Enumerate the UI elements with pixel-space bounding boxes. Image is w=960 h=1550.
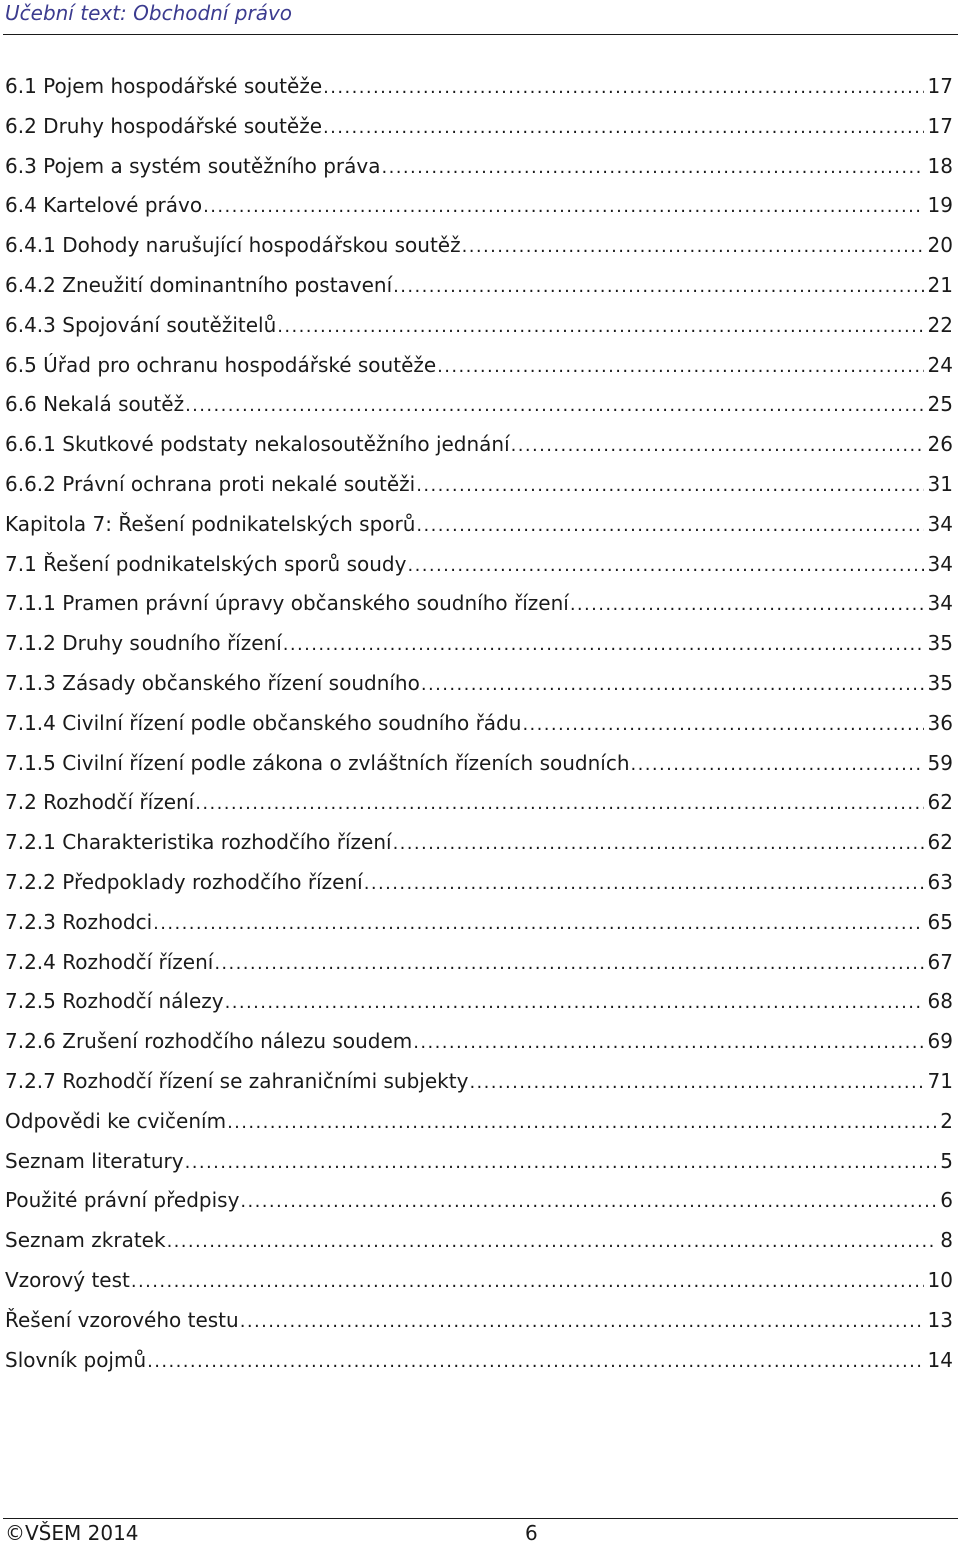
toc-entry[interactable] [0,744,957,784]
toc-dot-leader [469,1063,923,1102]
toc-entry-page: 25 [927,392,953,417]
toc-dot-leader [147,1342,923,1381]
toc-entry-label: 7.1.1 Pramen právní úpravy občanského soudního řízení [5,591,569,616]
toc-entry-label: Řešení vzorového testu [5,1307,239,1332]
toc-entry[interactable] [0,147,957,187]
toc-entry-page: 35 [927,670,953,695]
toc-entry-label: 6.2 Druhy hospodářské soutěže [5,113,323,138]
toc-entry-label: 7.2.3 Rozhodci [5,909,153,934]
toc-dot-leader [240,1182,936,1221]
toc-entry-page: 10 [927,1267,953,1292]
toc-dot-leader [393,824,924,863]
toc-entry-label: 7.2.2 Předpoklady rozhodčího řízení [5,869,363,894]
toc-entry-page: 65 [927,909,953,934]
toc-dot-leader [283,625,924,664]
toc-dot-leader [277,307,923,346]
toc-entry-label: Slovník pojmů [5,1347,147,1372]
toc-entry-page: 2 [940,1108,953,1133]
toc-entry-page: 6 [940,1188,953,1213]
toc-entry-label: 6.3 Pojem a systém soutěžního práva [5,153,381,178]
toc-entry-label: Vzorový test [5,1267,130,1292]
toc-entry[interactable] [0,783,957,823]
toc-entry-label: 7.1.3 Zásady občanského řízení soudního [5,670,420,695]
footer-page-number: 6 [525,1521,538,1545]
toc-entry-page: 31 [927,471,953,496]
page-footer [3,1518,958,1550]
toc-entry-label: 6.6.1 Skutkové podstaty nekalosoutěžního jednání [5,432,510,457]
toc-entry[interactable] [0,903,957,943]
toc-entry[interactable] [0,465,957,505]
toc-dot-leader [631,745,924,784]
toc-entry[interactable] [0,425,957,465]
toc-entry[interactable] [0,943,957,983]
toc-entry-label: Odpovědi ke cvičením [5,1108,227,1133]
toc-dot-leader [167,1222,937,1261]
toc-entry-label: 7.1.5 Civilní řízení podle zákona o zvláštních řízeních soudních [5,750,630,775]
toc-entry-page: 21 [927,272,953,297]
toc-entry-page: 62 [927,830,953,855]
toc-entry-page: 20 [927,233,953,258]
table-of-contents [0,67,957,1380]
toc-entry-page: 5 [940,1148,953,1173]
toc-dot-leader [462,227,924,266]
toc-entry[interactable] [0,1022,957,1062]
toc-entry[interactable] [0,107,957,147]
toc-dot-leader [240,1302,924,1341]
toc-entry-label: 7.2.7 Rozhodčí řízení se zahraničními subjekty [5,1068,469,1093]
toc-entry-label: 6.6 Nekalá soutěž [5,392,185,417]
toc-dot-leader [214,944,923,983]
page-header [3,0,958,35]
toc-dot-leader [203,187,923,226]
toc-entry-label: 6.1 Pojem hospodářské soutěže [5,74,323,98]
toc-entry[interactable] [0,67,957,107]
toc-entry[interactable] [0,863,957,903]
toc-entry-page: 71 [927,1068,953,1093]
toc-entry-label: 6.4 Kartelové právo [5,193,203,218]
toc-entry-page: 19 [927,193,953,218]
toc-entry-page: 69 [927,1029,953,1054]
toc-entry-label: 7.1 Řešení podnikatelských sporů soudy [5,551,407,576]
toc-entry-page: 34 [927,551,953,576]
toc-entry-page: 36 [927,710,953,735]
toc-dot-leader [522,705,923,744]
toc-entry-page: 22 [927,312,953,337]
toc-dot-leader [437,347,923,386]
toc-entry[interactable] [0,664,957,704]
toc-entry[interactable] [0,982,957,1022]
toc-dot-leader [413,1023,923,1062]
toc-entry[interactable] [0,545,957,585]
toc-entry-page: 13 [927,1307,953,1332]
toc-entry[interactable] [0,823,957,863]
toc-dot-leader [195,784,923,823]
toc-entry[interactable] [0,1221,957,1261]
toc-entry[interactable] [0,1102,957,1142]
header-title: Učební text: Obchodní právo [5,1,293,25]
toc-dot-leader [131,1262,924,1301]
toc-entry-label: Použité právní předpisy [5,1188,240,1213]
toc-dot-leader [570,585,924,624]
toc-entry-page: 26 [927,432,953,457]
toc-entry-page: 17 [927,74,953,98]
toc-entry[interactable] [0,266,957,306]
toc-entry-page: 34 [927,591,953,616]
toc-entry[interactable] [0,1181,957,1221]
toc-entry-page: 8 [940,1228,953,1253]
toc-entry-label: 6.6.2 Právní ochrana proti nekalé soutěži [5,471,416,496]
toc-entry[interactable] [0,186,957,226]
toc-entry[interactable] [0,226,957,266]
toc-entry[interactable] [0,1341,957,1381]
toc-entry-page: 18 [927,153,953,178]
toc-entry-label: 7.1.2 Druhy soudního řízení [5,631,282,656]
toc-dot-leader [364,864,924,903]
toc-entry-label: 6.5 Úřad pro ochranu hospodářské soutěže [5,352,437,377]
toc-entry[interactable] [0,346,957,386]
toc-entry[interactable] [0,704,957,744]
toc-entry-page: 62 [927,790,953,815]
toc-dot-leader [185,386,923,425]
toc-entry-page: 34 [927,511,953,536]
toc-dot-leader [323,108,924,147]
toc-entry-label: 7.2.4 Rozhodčí řízení [5,949,214,974]
toc-entry-page: 14 [927,1347,953,1372]
toc-entry[interactable] [0,1062,957,1102]
toc-entry[interactable] [0,624,957,664]
footer-copyright: ©VŠEM 2014 [5,1521,139,1545]
toc-entry-label: 7.2.5 Rozhodčí nálezy [5,989,224,1014]
toc-dot-leader [421,665,924,704]
toc-entry-page: 24 [927,352,953,377]
toc-dot-leader [323,68,923,107]
toc-entry-label: Seznam literatury [5,1148,184,1173]
toc-dot-leader [185,1143,937,1182]
toc-entry-page: 68 [927,989,953,1014]
toc-entry-label: 7.2.6 Zrušení rozhodčího nálezu soudem [5,1029,413,1054]
toc-dot-leader [225,983,924,1022]
toc-dot-leader [393,267,923,306]
toc-dot-leader [153,904,923,943]
toc-entry[interactable] [0,1301,957,1341]
toc-entry-label: 6.4.2 Zneužití dominantního postavení [5,272,393,297]
toc-entry-label: 7.1.4 Civilní řízení podle občanského soudního řádu [5,710,522,735]
toc-entry-page: 35 [927,631,953,656]
toc-dot-leader [416,466,923,505]
toc-entry-label: 6.4.1 Dohody narušující hospodářskou soutěž [5,233,461,258]
toc-dot-leader [511,426,924,465]
toc-entry[interactable] [0,505,957,545]
toc-entry[interactable] [0,584,957,624]
toc-dot-leader [227,1103,936,1142]
toc-entry[interactable] [0,385,957,425]
toc-entry-page: 17 [927,113,953,138]
toc-entry[interactable] [0,1261,957,1301]
toc-entry-label: 7.2 Rozhodčí řízení [5,790,195,815]
toc-entry-label: Kapitola 7: Řešení podnikatelských sporů [5,511,416,536]
toc-entry-label: 7.2.1 Charakteristika rozhodčího řízení [5,830,392,855]
toc-dot-leader [416,506,923,545]
toc-entry[interactable] [0,306,957,346]
toc-entry-page: 63 [927,869,953,894]
toc-entry[interactable] [0,1142,957,1182]
toc-entry-page: 59 [927,750,953,775]
toc-entry-label: Seznam zkratek [5,1228,166,1253]
toc-entry-label: 6.4.3 Spojování soutěžitelů [5,312,277,337]
toc-dot-leader [381,148,923,187]
toc-entry-page: 67 [927,949,953,974]
toc-dot-leader [407,546,923,585]
